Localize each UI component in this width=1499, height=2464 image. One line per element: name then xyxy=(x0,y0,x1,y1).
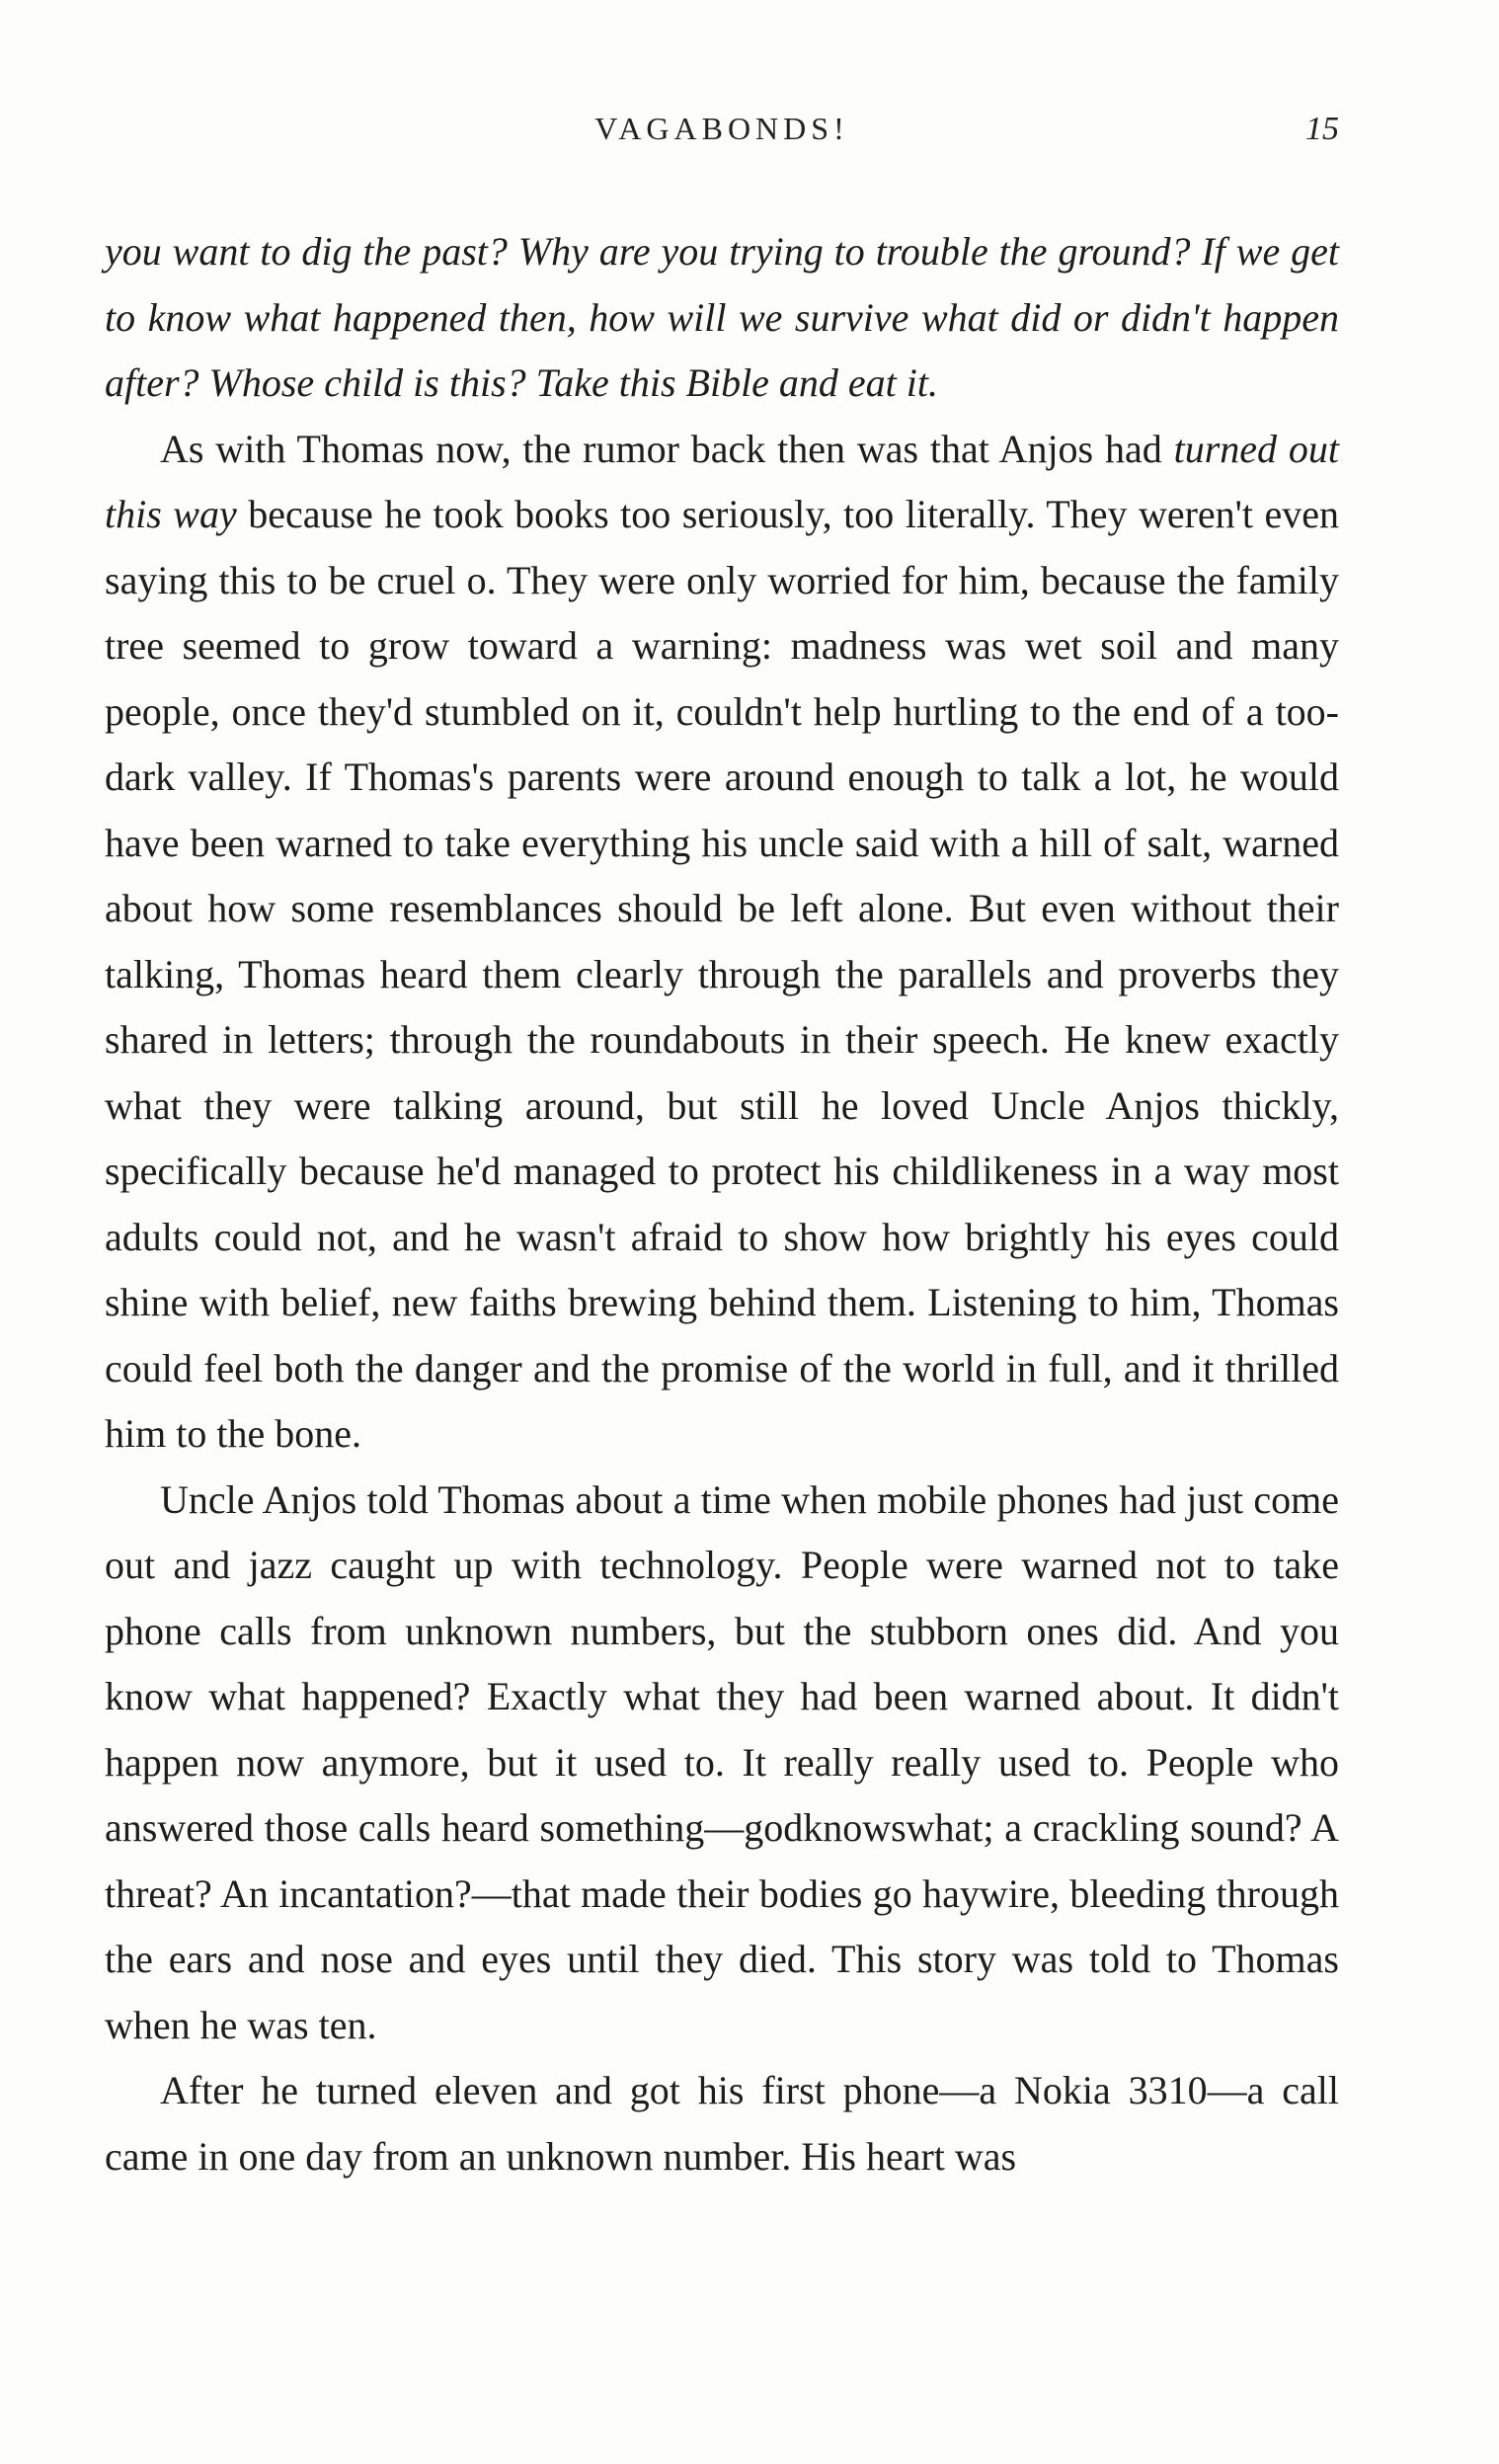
paragraph xyxy=(105,417,1339,1468)
italic-passage: you want to dig the past? Why are you trying to trouble the ground? If we get to know what happened then, how will we survive what did or didn't happen after? Whose child is this? Take this Bible and eat it. xyxy=(105,229,1339,405)
paragraph-lead: As with Thomas now, the rumor back then was that Anjos had xyxy=(160,426,1174,471)
paragraph-rest: because he took books too seriously, too literally. They weren't even saying this to be cruel o. They were only worried for him, because the family tree seemed to grow toward a warning: madness was wet soil and many people, once they'd stumbled on it, couldn't help hurtling to the end of a too-dark valley. If Thomas's parents were around enough to talk a lot, he would have been warned to take everything his uncle said with a hill of salt, warned about how some resemblances should be left alone. But even without their talking, Thomas heard them clearly through the parallels and proverbs they shared in letters; through the roundabouts in their speech. He knew exactly what they were talking around, but still he loved Uncle Anjos thickly, specifically because he'd managed to protect his childlikeness in a way most adults could not, and he wasn't afraid to show how brightly his eyes could shine with belief, new faiths brewing behind them. Listening to him, Thomas could feel both the danger and the promise of the world in full, and it thrilled him to the bone. xyxy=(105,492,1339,1456)
paragraph: Uncle Anjos told Thomas about a time when mobile phones had just come out and jazz caught up with technology. People were warned not to take phone calls from unknown numbers, but the stubborn ones did. And you know what happened? Exactly what they had been warned about. It didn't happen now anymore, but it used to. It really really used to. People who answered those calls heard something—godknowswhat; a crackling sound? A threat? An incantation?—that made their bodies go haywire, bleeding through the ears and nose and eyes until they died. This story was told to Thomas when he was ten. xyxy=(105,1476,1339,2047)
italic-phrase: turned out this way xyxy=(105,426,1340,536)
page-number: 15 xyxy=(1305,111,1339,147)
paragraph: After he turned eleven and got his first phone—a Nokia 3310—a call came in one day from an unknown number. His heart was xyxy=(105,2068,1339,2179)
running-title: VAGABONDS! xyxy=(594,111,849,146)
running-head xyxy=(105,111,1339,160)
paragraph-continued xyxy=(105,219,1339,417)
body-text xyxy=(105,219,1339,2189)
